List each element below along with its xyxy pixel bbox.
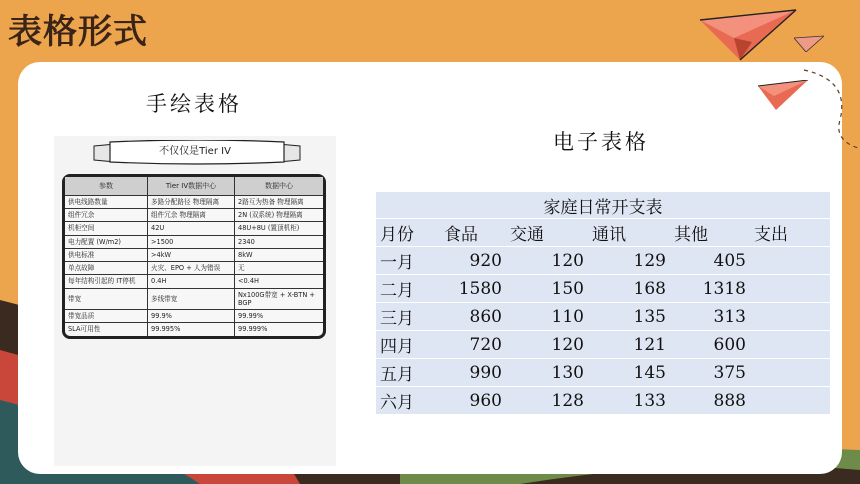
- value-cell: 129: [588, 247, 670, 275]
- month-cell: 五月: [376, 359, 440, 387]
- hand-cell: 多路分配路径 物理隔离: [148, 196, 235, 209]
- hand-header-cell: 数据中心: [235, 177, 323, 196]
- hand-table-row: [65, 289, 323, 310]
- expense-table-header-row: [376, 219, 830, 247]
- hand-cell: 无: [235, 262, 323, 275]
- value-cell: 150: [506, 275, 588, 303]
- header-cell: 月份: [376, 219, 440, 247]
- value-cell: 313: [670, 303, 750, 331]
- hand-table-row: [65, 236, 323, 249]
- hand-cell: 每年结构引起的 IT停机: [65, 275, 148, 288]
- table-row: [376, 247, 830, 275]
- hand-cell: 2340: [235, 236, 323, 249]
- value-cell: 130: [506, 359, 588, 387]
- hand-header-cell: Tier IV数据中心: [148, 177, 235, 196]
- hand-cell: Nx100G带宽 + X-BTN + BGP: [235, 289, 323, 310]
- dashed-trail-icon: [800, 60, 860, 150]
- header-cell: 通讯: [588, 219, 670, 247]
- hand-cell: 2N (双系统) 物理隔离: [235, 209, 323, 222]
- month-cell: 二月: [376, 275, 440, 303]
- value-cell: 120: [506, 247, 588, 275]
- value-cell: 110: [506, 303, 588, 331]
- month-cell: 三月: [376, 303, 440, 331]
- table-row: [376, 359, 830, 387]
- hand-table-header-row: [65, 177, 323, 196]
- paper-plane-large-icon: [700, 6, 800, 62]
- hand-header-cell: 参数: [65, 177, 148, 196]
- hand-cell: 42U: [148, 222, 235, 235]
- hand-cell: 单点故障: [65, 262, 148, 275]
- header-cell: 其他: [670, 219, 750, 247]
- hand-cell: 机柜空间: [65, 222, 148, 235]
- hand-cell: 带宽: [65, 289, 148, 310]
- hand-cell: 带宽品质: [65, 310, 148, 323]
- hand-cell: >1500: [148, 236, 235, 249]
- header-cell: 食品: [440, 219, 506, 247]
- hand-table-row: [65, 196, 323, 209]
- value-cell: 121: [588, 331, 670, 359]
- hand-table-title: 不仅仅是Tier IV: [159, 146, 231, 157]
- hand-table: [62, 174, 326, 339]
- expense-table: [376, 192, 830, 415]
- value-cell: [750, 331, 830, 359]
- hand-cell: SLA可用性: [65, 323, 148, 335]
- hand-cell: 99.99%: [235, 310, 323, 323]
- hand-table-label: 手绘表格: [146, 92, 242, 116]
- hand-cell: 99.995%: [148, 323, 235, 335]
- hand-table-row: [65, 249, 323, 262]
- hand-cell: >4kW: [148, 249, 235, 262]
- value-cell: 960: [440, 387, 506, 415]
- month-cell: 四月: [376, 331, 440, 359]
- hand-table-row: [65, 310, 323, 323]
- table-row: [376, 331, 830, 359]
- hand-cell: 供电线路数量: [65, 196, 148, 209]
- table-row: [376, 275, 830, 303]
- month-cell: 一月: [376, 247, 440, 275]
- hand-table-row: [65, 262, 323, 275]
- value-cell: 145: [588, 359, 670, 387]
- value-cell: 128: [506, 387, 588, 415]
- value-cell: 135: [588, 303, 670, 331]
- value-cell: 720: [440, 331, 506, 359]
- electronic-table-label: 电子表格: [553, 130, 649, 154]
- hand-cell: 0.4H: [148, 275, 235, 288]
- slide-title: 表格形式: [8, 12, 148, 52]
- paper-plane-small-icon: [794, 34, 824, 52]
- hand-cell: 组件冗余 物理隔离: [148, 209, 235, 222]
- value-cell: 990: [440, 359, 506, 387]
- hand-cell: 火灾、EPO + 人为错误: [148, 262, 235, 275]
- hand-cell: 99.9%: [148, 310, 235, 323]
- value-cell: 120: [506, 331, 588, 359]
- header-cell: 支出: [750, 219, 830, 247]
- value-cell: 1580: [440, 275, 506, 303]
- hand-table-row: [65, 323, 323, 335]
- hand-cell: 供电标准: [65, 249, 148, 262]
- hand-cell: 组件冗余: [65, 209, 148, 222]
- value-cell: 600: [670, 331, 750, 359]
- value-cell: 168: [588, 275, 670, 303]
- value-cell: 888: [670, 387, 750, 415]
- value-cell: 920: [440, 247, 506, 275]
- value-cell: 133: [588, 387, 670, 415]
- month-cell: 六月: [376, 387, 440, 415]
- hand-cell: 99.999%: [238, 325, 268, 334]
- value-cell: 375: [670, 359, 750, 387]
- hand-table-row: [65, 209, 323, 222]
- hand-table-row: [65, 222, 323, 235]
- value-cell: 860: [440, 303, 506, 331]
- hand-cell: 多线带宽: [148, 289, 235, 310]
- header-cell: 交通: [506, 219, 588, 247]
- value-cell: [750, 303, 830, 331]
- table-row: [376, 387, 830, 415]
- hand-cell: 48U+8U (置顶机柜): [235, 222, 323, 235]
- hand-cell: 电力配置 (W/m2): [65, 236, 148, 249]
- value-cell: [750, 387, 830, 415]
- table-row: [376, 303, 830, 331]
- hand-cell: 8kW: [235, 249, 323, 262]
- hand-drawn-table-image: [54, 136, 336, 466]
- hand-table-row: [65, 275, 323, 288]
- value-cell: 1318: [670, 275, 750, 303]
- hand-cell: <0.4H: [235, 275, 323, 288]
- value-cell: 405: [670, 247, 750, 275]
- value-cell: [750, 247, 830, 275]
- value-cell: [750, 359, 830, 387]
- value-cell: [750, 275, 830, 303]
- expense-table-caption: 家庭日常开支表: [376, 192, 830, 219]
- hand-cell: 2路互为热备 物理隔离: [235, 196, 323, 209]
- expense-table-caption-row: [376, 192, 830, 219]
